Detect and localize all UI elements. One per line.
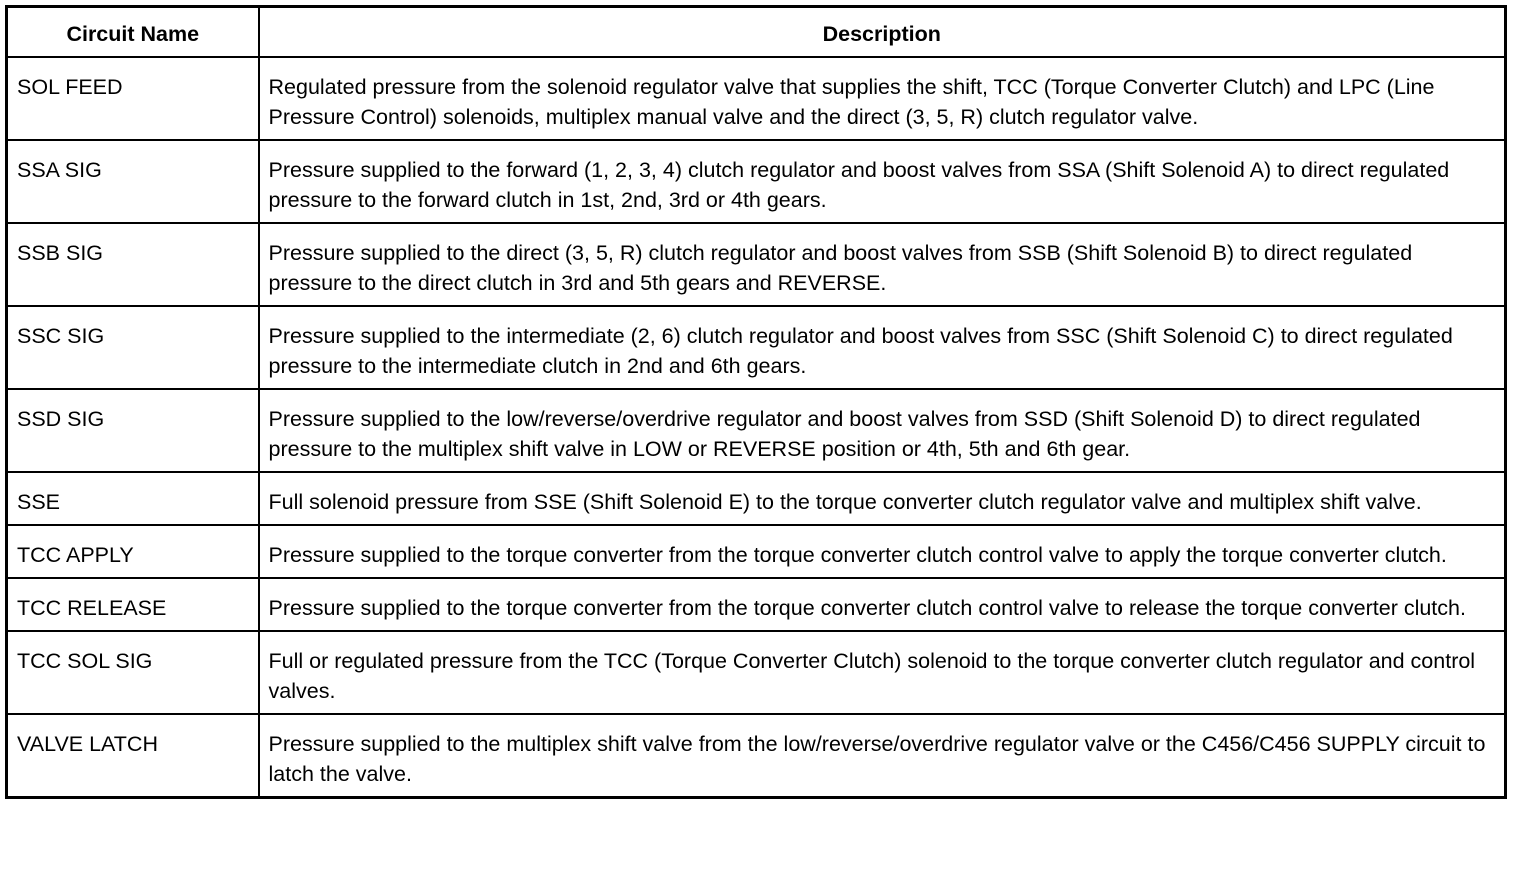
circuit-name-cell: TCC SOL SIG [7, 631, 259, 714]
circuit-name-cell: TCC APPLY [7, 525, 259, 578]
description-cell: Pressure supplied to the low/reverse/overdrive regulator and boost valves from SSD (Shift Solenoid D) to direct regulated pressure to the multiplex shift valve in LOW or REVERSE position or 4th, 5th and 6th gear. [259, 389, 1506, 472]
header-circuit-name: Circuit Name [7, 7, 259, 58]
table-row [7, 223, 1506, 306]
table-row [7, 714, 1506, 798]
table-row [7, 472, 1506, 525]
circuit-name-cell: SSD SIG [7, 389, 259, 472]
description-cell: Pressure supplied to the intermediate (2, 6) clutch regulator and boost valves from SSC (Shift Solenoid C) to direct regulated pressure to the intermediate clutch in 2nd and 6th gears. [259, 306, 1506, 389]
table-row [7, 389, 1506, 472]
table-row [7, 306, 1506, 389]
circuit-name-cell: VALVE LATCH [7, 714, 259, 798]
table-row [7, 525, 1506, 578]
header-description: Description [259, 7, 1506, 58]
description-cell: Full solenoid pressure from SSE (Shift Solenoid E) to the torque converter clutch regulator valve and multiplex shift valve. [259, 472, 1506, 525]
description-cell: Pressure supplied to the torque converter from the torque converter clutch control valve to apply the torque converter clutch. [259, 525, 1506, 578]
circuit-name-cell: TCC RELEASE [7, 578, 259, 631]
description-cell: Pressure supplied to the torque converter from the torque converter clutch control valve to release the torque converter clutch. [259, 578, 1506, 631]
circuit-name-cell: SSC SIG [7, 306, 259, 389]
description-cell: Pressure supplied to the multiplex shift valve from the low/reverse/overdrive regulator valve or the C456/C456 SUPPLY circuit to latch the valve. [259, 714, 1506, 798]
description-cell: Pressure supplied to the forward (1, 2, 3, 4) clutch regulator and boost valves from SSA (Shift Solenoid A) to direct regulated pressure to the forward clutch in 1st, 2nd, 3rd or 4th gears. [259, 140, 1506, 223]
circuit-description-table [5, 5, 1507, 799]
description-cell: Pressure supplied to the direct (3, 5, R) clutch regulator and boost valves from SSB (Shift Solenoid B) to direct regulated pressure to the direct clutch in 3rd and 5th gears and REVERSE. [259, 223, 1506, 306]
circuit-name-cell: SSA SIG [7, 140, 259, 223]
table-row [7, 578, 1506, 631]
table-row [7, 140, 1506, 223]
circuit-name-cell: SSE [7, 472, 259, 525]
table-row [7, 57, 1506, 140]
circuit-name-cell: SSB SIG [7, 223, 259, 306]
description-cell: Full or regulated pressure from the TCC (Torque Converter Clutch) solenoid to the torque converter clutch regulator and control valves. [259, 631, 1506, 714]
circuit-name-cell: SOL FEED [7, 57, 259, 140]
header-row [7, 7, 1506, 58]
description-cell: Regulated pressure from the solenoid regulator valve that supplies the shift, TCC (Torque Converter Clutch) and LPC (Line Pressure Control) solenoids, multiplex manual valve and the direct (3, 5, R) clutch regulator valve. [259, 57, 1506, 140]
table-row [7, 631, 1506, 714]
